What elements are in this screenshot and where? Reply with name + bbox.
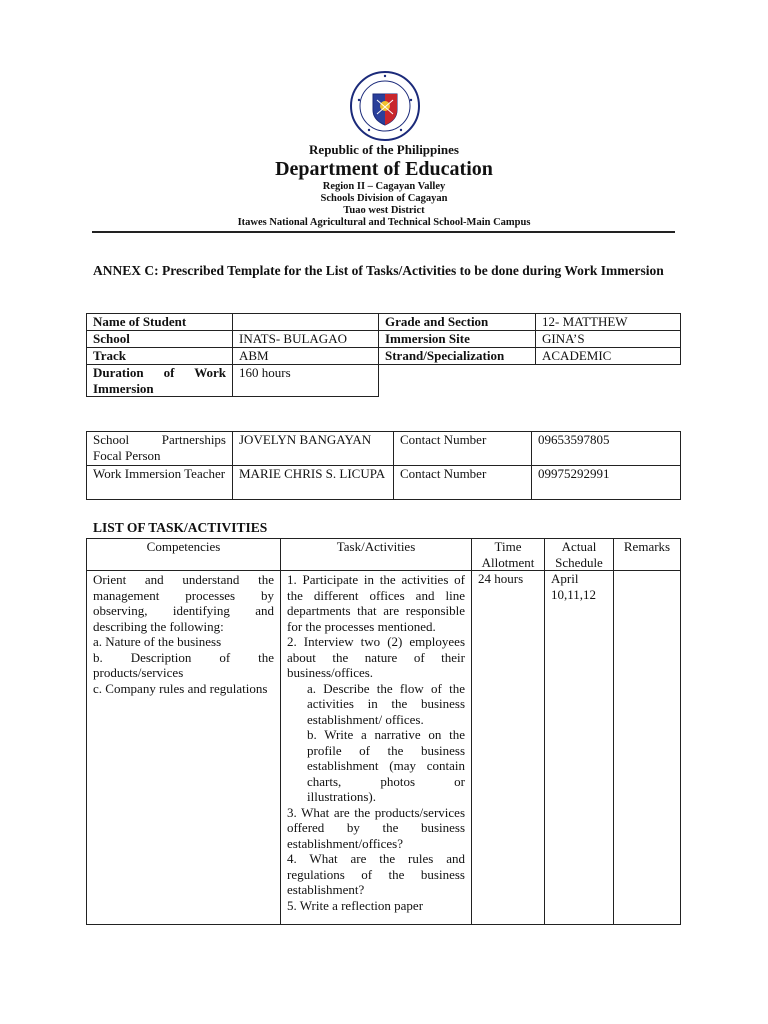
- table-row: [87, 432, 681, 466]
- task-2b: b. Write a narrative on the profile of the business establishment (may contain charts, photos or illustrations).: [307, 727, 465, 804]
- republic-heading: Republic of the Philippines: [309, 142, 459, 157]
- table-row: [87, 331, 681, 348]
- site-label: Immersion Site: [379, 331, 536, 348]
- tasks-table: [86, 538, 681, 925]
- table-row: [87, 314, 681, 331]
- competency-cell: [87, 571, 281, 925]
- teacher-label: Work Immersion Teacher: [87, 466, 233, 500]
- grade-value: 12- MATTHEW: [536, 314, 681, 331]
- col-tasks: Task/Activities: [281, 539, 472, 571]
- teacher-value: MARIE CHRIS S. LICUPA: [233, 466, 394, 500]
- table-row: [87, 571, 681, 925]
- col-time: Time Allotment: [472, 539, 545, 571]
- table-row: [87, 365, 681, 397]
- strand-label: Strand/Specialization: [379, 348, 536, 365]
- focal-person-label: School Partnerships Focal Person: [87, 432, 233, 466]
- deped-seal-logo: [349, 70, 421, 142]
- student-info-table: [86, 313, 681, 397]
- strand-value: ACADEMIC: [536, 348, 681, 365]
- list-title: LIST OF TASK/ACTIVITIES: [93, 520, 268, 535]
- table-header-row: [87, 539, 681, 571]
- site-value: GINA’S: [536, 331, 681, 348]
- competency-intro: Orient and understand the management processes by observing, identifying and describing the following:: [93, 572, 274, 634]
- competency-c: c. Company rules and regulations: [93, 680, 268, 696]
- task-2: 2. Interview two (2) employees about the nature of their business/offices.: [287, 634, 465, 680]
- school-heading: Itawes National Agricultural and Technical School-Main Campus: [237, 217, 531, 228]
- competency-b: b. Description of the products/services: [93, 649, 274, 680]
- schedule-cell: April 10,11,12: [545, 571, 614, 925]
- task-2a: a. Describe the flow of the activities in the business establishment/ offices.: [307, 680, 465, 727]
- district-heading: Tuao west District: [343, 205, 425, 216]
- duration-label: Duration of Work Immersion: [87, 365, 233, 397]
- school-value: INATS- BULAGAO: [233, 331, 379, 348]
- col-remarks: Remarks: [614, 539, 681, 571]
- department-heading: Department of Education: [275, 158, 493, 180]
- track-label: Track: [87, 348, 233, 365]
- task-1: 1. Participate in the activities of the different offices and line departments that are responsible for the processes mentioned.: [287, 572, 465, 634]
- col-competencies: Competencies: [87, 539, 281, 571]
- contact-table: [86, 431, 681, 500]
- region-heading: Region II – Cagayan Valley: [322, 181, 446, 192]
- header-divider: [92, 231, 675, 233]
- name-value: [233, 314, 379, 331]
- task-4: 4. What are the rules and regulations of the business establishment?: [287, 851, 465, 897]
- time-allotment-cell: 24 hours: [472, 571, 545, 925]
- col-schedule: Actual Schedule: [545, 539, 614, 571]
- table-row: [87, 348, 681, 365]
- duration-value: 160 hours: [233, 365, 379, 397]
- remarks-cell: [614, 571, 681, 925]
- focal-contact-label: Contact Number: [394, 432, 532, 466]
- task-cell: [281, 571, 472, 925]
- annex-title: ANNEX C: Prescribed Template for the List of Tasks/Activities to be done during Work Immersion: [93, 263, 664, 278]
- focal-contact-value: 09653597805: [532, 432, 681, 466]
- track-value: ABM: [233, 348, 379, 365]
- teacher-contact-value: 09975292991: [532, 466, 681, 500]
- name-label: Name of Student: [87, 314, 233, 331]
- focal-person-value: JOVELYN BANGAYAN: [233, 432, 394, 466]
- table-row: [87, 466, 681, 500]
- task-5: 5. Write a reflection paper: [287, 897, 424, 913]
- teacher-contact-label: Contact Number: [394, 466, 532, 500]
- competency-a: a. Nature of the business: [93, 634, 222, 649]
- grade-label: Grade and Section: [379, 314, 536, 331]
- school-label: School: [87, 331, 233, 348]
- division-heading: Schools Division of Cagayan: [320, 193, 448, 204]
- task-3: 3. What are the products/services offered by the business establishment/offices?: [287, 804, 465, 851]
